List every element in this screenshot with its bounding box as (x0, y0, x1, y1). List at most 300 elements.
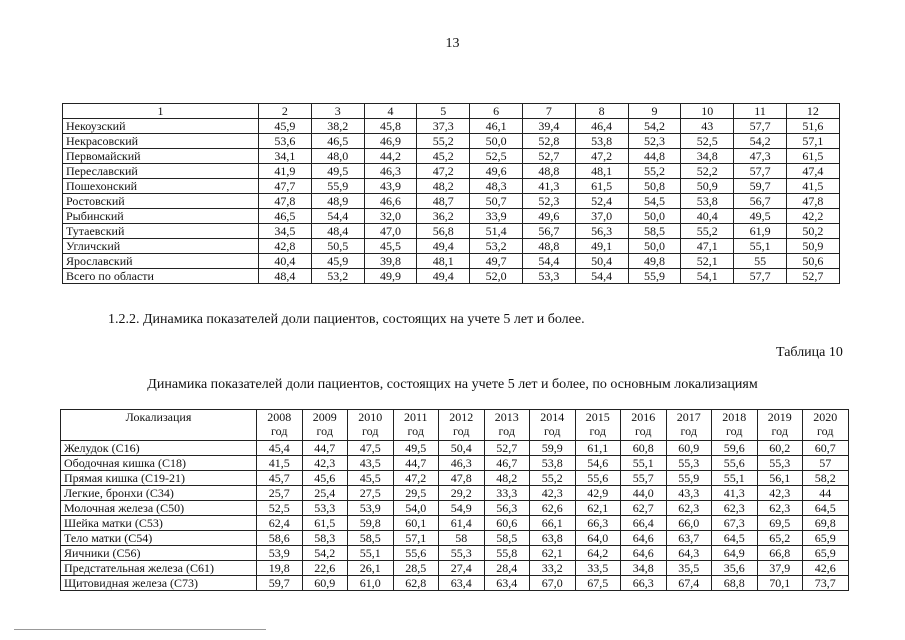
district-name-cell: Некрасовский (63, 134, 259, 149)
value-cell: 48,8 (522, 239, 575, 254)
value-cell: 64,6 (621, 531, 667, 546)
value-cell: 32,0 (364, 209, 417, 224)
value-cell: 27,5 (348, 486, 394, 501)
value-cell: 57 (803, 456, 849, 471)
value-cell: 52,7 (484, 441, 530, 456)
value-cell: 59,9 (530, 441, 576, 456)
table-row (63, 164, 840, 179)
value-cell: 63,4 (484, 576, 530, 591)
value-cell: 50,8 (628, 179, 681, 194)
value-cell: 57,1 (786, 134, 839, 149)
value-cell: 54,1 (681, 269, 734, 284)
value-cell: 44,0 (621, 486, 667, 501)
value-cell: 34,8 (681, 149, 734, 164)
value-cell: 44,7 (393, 456, 439, 471)
value-cell: 48,4 (259, 269, 312, 284)
value-cell: 61,5 (575, 179, 628, 194)
district-name-cell: Некоузский (63, 119, 259, 134)
value-cell: 62,6 (530, 501, 576, 516)
value-cell: 42,9 (575, 486, 621, 501)
value-cell: 61,0 (348, 576, 394, 591)
table-row (63, 194, 840, 209)
year-header-cell (393, 410, 439, 441)
column-number-cell: 1 (63, 104, 259, 119)
year-label: 2009 (312, 410, 337, 424)
year-label: 2019 (767, 410, 792, 424)
value-cell: 46,3 (439, 456, 485, 471)
value-cell: 66,4 (621, 516, 667, 531)
value-cell: 49,8 (628, 254, 681, 269)
value-cell: 45,4 (257, 441, 303, 456)
value-cell: 57,7 (734, 164, 787, 179)
value-cell: 47,7 (259, 179, 312, 194)
value-cell: 53,2 (470, 239, 523, 254)
value-cell: 66,3 (575, 516, 621, 531)
value-cell: 50,0 (628, 209, 681, 224)
table-row (63, 149, 840, 164)
value-cell: 27,4 (439, 561, 485, 576)
value-cell: 45,6 (302, 471, 348, 486)
value-cell: 47,8 (439, 471, 485, 486)
column-number-cell: 3 (311, 104, 364, 119)
value-cell: 49,5 (393, 441, 439, 456)
value-cell: 39,8 (364, 254, 417, 269)
value-cell: 65,2 (757, 531, 803, 546)
value-cell: 56,7 (734, 194, 787, 209)
value-cell: 54,2 (734, 134, 787, 149)
value-cell: 56,3 (575, 224, 628, 239)
value-cell: 64,6 (621, 546, 667, 561)
value-cell: 48,8 (522, 164, 575, 179)
value-cell: 58,2 (803, 471, 849, 486)
year-suffix-label: год (407, 424, 424, 438)
value-cell: 64,0 (575, 531, 621, 546)
value-cell: 66,0 (666, 516, 712, 531)
value-cell: 52,2 (681, 164, 734, 179)
year-header-cell (257, 410, 303, 441)
table-header-row (63, 104, 840, 119)
value-cell: 67,4 (666, 576, 712, 591)
value-cell: 54,9 (439, 501, 485, 516)
value-cell: 60,1 (393, 516, 439, 531)
value-cell: 43,3 (666, 486, 712, 501)
value-cell: 41,3 (522, 179, 575, 194)
value-cell: 47,2 (417, 164, 470, 179)
value-cell: 26,1 (348, 561, 394, 576)
value-cell: 55,3 (757, 456, 803, 471)
value-cell: 29,2 (439, 486, 485, 501)
value-cell: 55,6 (712, 456, 758, 471)
value-cell: 46,4 (575, 119, 628, 134)
value-cell: 48,0 (311, 149, 364, 164)
value-cell: 34,8 (621, 561, 667, 576)
table-row (63, 239, 840, 254)
value-cell: 62,3 (757, 501, 803, 516)
value-cell: 53,6 (259, 134, 312, 149)
value-cell: 49,5 (311, 164, 364, 179)
year-label: 2017 (676, 410, 701, 424)
value-cell: 66,1 (530, 516, 576, 531)
value-cell: 57,7 (734, 269, 787, 284)
column-number-cell: 4 (364, 104, 417, 119)
column-number-cell: 10 (681, 104, 734, 119)
district-name-cell: Рыбинский (63, 209, 259, 224)
value-cell: 58,5 (628, 224, 681, 239)
value-cell: 54,4 (522, 254, 575, 269)
district-name-cell: Переславский (63, 164, 259, 179)
value-cell: 33,9 (470, 209, 523, 224)
value-cell: 57,7 (734, 119, 787, 134)
footer-rule (14, 629, 266, 630)
value-cell: 64,3 (666, 546, 712, 561)
value-cell: 44,7 (302, 441, 348, 456)
year-header-cell (666, 410, 712, 441)
year-label: 2013 (494, 410, 519, 424)
value-cell: 35,5 (666, 561, 712, 576)
localization-name-cell: Предстательная железа (С61) (61, 561, 257, 576)
year-label: 2012 (449, 410, 474, 424)
value-cell: 67,0 (530, 576, 576, 591)
value-cell: 52,5 (470, 149, 523, 164)
table-row (61, 516, 849, 531)
value-cell: 61,5 (302, 516, 348, 531)
value-cell: 56,8 (417, 224, 470, 239)
district-name-cell: Первомайский (63, 149, 259, 164)
value-cell: 25,7 (257, 486, 303, 501)
value-cell: 52,4 (575, 194, 628, 209)
table-row (63, 224, 840, 239)
value-cell: 50,0 (470, 134, 523, 149)
year-suffix-label: год (635, 424, 652, 438)
year-label: 2015 (585, 410, 610, 424)
year-header-cell (621, 410, 667, 441)
value-cell: 54,2 (628, 119, 681, 134)
value-cell: 47,4 (786, 164, 839, 179)
column-number-cell: 5 (417, 104, 470, 119)
value-cell: 33,3 (484, 486, 530, 501)
value-cell: 50,0 (628, 239, 681, 254)
table-row (61, 441, 849, 456)
value-cell: 56,7 (522, 224, 575, 239)
value-cell: 73,7 (803, 576, 849, 591)
year-suffix-label: год (453, 424, 470, 438)
value-cell: 62,7 (621, 501, 667, 516)
district-name-cell: Ярославский (63, 254, 259, 269)
value-cell: 57,1 (393, 531, 439, 546)
value-cell: 47,0 (364, 224, 417, 239)
value-cell: 53,9 (348, 501, 394, 516)
value-cell: 48,9 (311, 194, 364, 209)
value-cell: 51,4 (470, 224, 523, 239)
value-cell: 28,5 (393, 561, 439, 576)
value-cell: 38,2 (311, 119, 364, 134)
value-cell: 46,1 (470, 119, 523, 134)
localization-name-cell: Легкие, бронхи (С34) (61, 486, 257, 501)
value-cell: 69,5 (757, 516, 803, 531)
value-cell: 62,8 (393, 576, 439, 591)
value-cell: 67,5 (575, 576, 621, 591)
value-cell: 44 (803, 486, 849, 501)
column-number-cell: 7 (522, 104, 575, 119)
value-cell: 60,9 (666, 441, 712, 456)
value-cell: 41,5 (786, 179, 839, 194)
value-cell: 60,9 (302, 576, 348, 591)
value-cell: 50,4 (439, 441, 485, 456)
value-cell: 55,1 (712, 471, 758, 486)
value-cell: 55,9 (311, 179, 364, 194)
value-cell: 48,1 (417, 254, 470, 269)
value-cell: 22,6 (302, 561, 348, 576)
value-cell: 53,3 (302, 501, 348, 516)
value-cell: 52,8 (522, 134, 575, 149)
value-cell: 64,5 (712, 531, 758, 546)
value-cell: 69,8 (803, 516, 849, 531)
value-cell: 55,1 (348, 546, 394, 561)
table-row (61, 531, 849, 546)
value-cell: 50,9 (786, 239, 839, 254)
year-header-cell (530, 410, 576, 441)
value-cell: 62,3 (666, 501, 712, 516)
value-cell: 64,5 (803, 501, 849, 516)
district-name-cell: Тутаевский (63, 224, 259, 239)
value-cell: 47,3 (734, 149, 787, 164)
table-label: Таблица 10 (776, 345, 843, 360)
localization-name-cell: Шейка матки (С53) (61, 516, 257, 531)
year-suffix-label: год (271, 424, 288, 438)
section-heading: 1.2.2. Динамика показателей доли пациентов, состоящих на учете 5 лет и более. (108, 312, 585, 327)
value-cell: 42,8 (259, 239, 312, 254)
value-cell: 49,6 (522, 209, 575, 224)
localization-name-cell: Тело матки (С54) (61, 531, 257, 546)
value-cell: 61,5 (786, 149, 839, 164)
localization-name-cell: Прямая кишка (С19-21) (61, 471, 257, 486)
value-cell: 58,6 (257, 531, 303, 546)
column-number-cell: 6 (470, 104, 523, 119)
value-cell: 53,3 (522, 269, 575, 284)
localization-table-body (61, 410, 849, 591)
value-cell: 70,1 (757, 576, 803, 591)
value-cell: 54,4 (311, 209, 364, 224)
value-cell: 61,4 (439, 516, 485, 531)
column-number-cell: 8 (575, 104, 628, 119)
year-label: 2008 (267, 410, 292, 424)
district-name-cell: Пошехонский (63, 179, 259, 194)
value-cell: 62,1 (575, 501, 621, 516)
value-cell: 63,4 (439, 576, 485, 591)
value-cell: 50,7 (470, 194, 523, 209)
value-cell: 47,5 (348, 441, 394, 456)
value-cell: 55,9 (666, 471, 712, 486)
column-number-cell: 11 (734, 104, 787, 119)
value-cell: 47,8 (786, 194, 839, 209)
value-cell: 60,6 (484, 516, 530, 531)
value-cell: 54,0 (393, 501, 439, 516)
value-cell: 29,5 (393, 486, 439, 501)
value-cell: 47,2 (393, 471, 439, 486)
value-cell: 66,8 (757, 546, 803, 561)
regional-table-body (63, 104, 840, 284)
value-cell: 51,6 (786, 119, 839, 134)
value-cell: 53,9 (257, 546, 303, 561)
value-cell: 58,3 (302, 531, 348, 546)
value-cell: 52,7 (522, 149, 575, 164)
value-cell: 41,9 (259, 164, 312, 179)
value-cell: 46,9 (364, 134, 417, 149)
value-cell: 55,3 (666, 456, 712, 471)
value-cell: 52,1 (681, 254, 734, 269)
value-cell: 52,7 (786, 269, 839, 284)
year-header-cell (439, 410, 485, 441)
year-header-cell (348, 410, 394, 441)
value-cell: 54,5 (628, 194, 681, 209)
value-cell: 49,9 (364, 269, 417, 284)
table-caption: Динамика показателей доли пациентов, состоящих на учете 5 лет и более, по основным локализациям (147, 377, 758, 392)
value-cell: 41,5 (257, 456, 303, 471)
value-cell: 65,9 (803, 546, 849, 561)
page-number: 13 (445, 36, 460, 51)
value-cell: 55,2 (628, 164, 681, 179)
year-label: 2016 (631, 410, 656, 424)
year-suffix-label: год (726, 424, 743, 438)
table-header-row (61, 410, 849, 441)
value-cell: 25,4 (302, 486, 348, 501)
value-cell: 36,2 (417, 209, 470, 224)
value-cell: 68,8 (712, 576, 758, 591)
value-cell: 52,5 (681, 134, 734, 149)
column-number-cell: 2 (259, 104, 312, 119)
value-cell: 40,4 (681, 209, 734, 224)
year-header-cell (302, 410, 348, 441)
value-cell: 49,1 (575, 239, 628, 254)
column-number-cell: 9 (628, 104, 681, 119)
column-number-cell: 12 (786, 104, 839, 119)
year-suffix-label: год (362, 424, 379, 438)
value-cell: 55,6 (393, 546, 439, 561)
year-label: 2020 (813, 410, 838, 424)
value-cell: 37,0 (575, 209, 628, 224)
value-cell: 43,5 (348, 456, 394, 471)
value-cell: 43,9 (364, 179, 417, 194)
table-row (61, 576, 849, 591)
value-cell: 53,8 (575, 134, 628, 149)
year-header-cell (757, 410, 803, 441)
value-cell: 59,7 (734, 179, 787, 194)
value-cell: 61,9 (734, 224, 787, 239)
value-cell: 45,5 (348, 471, 394, 486)
year-suffix-label: год (544, 424, 561, 438)
value-cell: 48,7 (417, 194, 470, 209)
year-suffix-label: год (680, 424, 697, 438)
value-cell: 39,4 (522, 119, 575, 134)
value-cell: 55,1 (621, 456, 667, 471)
year-header-cell (484, 410, 530, 441)
value-cell: 47,2 (575, 149, 628, 164)
value-cell: 50,5 (311, 239, 364, 254)
value-cell: 45,9 (311, 254, 364, 269)
value-cell: 56,1 (757, 471, 803, 486)
district-name-cell: Угличский (63, 239, 259, 254)
year-header-cell (575, 410, 621, 441)
value-cell: 48,2 (417, 179, 470, 194)
value-cell: 34,1 (259, 149, 312, 164)
value-cell: 55,7 (621, 471, 667, 486)
value-cell: 58 (439, 531, 485, 546)
value-cell: 45,2 (417, 149, 470, 164)
value-cell: 60,7 (803, 441, 849, 456)
value-cell: 33,2 (530, 561, 576, 576)
value-cell: 37,3 (417, 119, 470, 134)
value-cell: 54,6 (575, 456, 621, 471)
value-cell: 63,7 (666, 531, 712, 546)
value-cell: 55 (734, 254, 787, 269)
value-cell: 37,9 (757, 561, 803, 576)
value-cell: 58,5 (348, 531, 394, 546)
table-row (63, 254, 840, 269)
table-row (61, 471, 849, 486)
localization-name-cell: Щитовидная железа (С73) (61, 576, 257, 591)
year-header-cell (803, 410, 849, 441)
value-cell: 43 (681, 119, 734, 134)
value-cell: 55,1 (734, 239, 787, 254)
value-cell: 63,8 (530, 531, 576, 546)
value-cell: 50,2 (786, 224, 839, 239)
value-cell: 62,1 (530, 546, 576, 561)
value-cell: 54,2 (302, 546, 348, 561)
localization-name-cell: Яичники (С56) (61, 546, 257, 561)
value-cell: 45,9 (259, 119, 312, 134)
value-cell: 44,8 (628, 149, 681, 164)
year-suffix-label: год (498, 424, 515, 438)
value-cell: 52,3 (628, 134, 681, 149)
value-cell: 53,8 (681, 194, 734, 209)
year-suffix-label: год (316, 424, 333, 438)
value-cell: 52,3 (522, 194, 575, 209)
value-cell: 55,6 (575, 471, 621, 486)
value-cell: 58,5 (484, 531, 530, 546)
value-cell: 52,0 (470, 269, 523, 284)
localization-name-cell: Желудок (С16) (61, 441, 257, 456)
table-row (61, 546, 849, 561)
value-cell: 46,7 (484, 456, 530, 471)
value-cell: 64,9 (712, 546, 758, 561)
value-cell: 48,4 (311, 224, 364, 239)
value-cell: 42,2 (786, 209, 839, 224)
value-cell: 55,2 (681, 224, 734, 239)
value-cell: 59,8 (348, 516, 394, 531)
localization-name-cell: Ободочная кишка (С18) (61, 456, 257, 471)
table-row (61, 501, 849, 516)
table-row (61, 486, 849, 501)
value-cell: 65,9 (803, 531, 849, 546)
value-cell: 42,6 (803, 561, 849, 576)
value-cell: 49,4 (417, 239, 470, 254)
value-cell: 60,2 (757, 441, 803, 456)
table-row (63, 119, 840, 134)
value-cell: 47,1 (681, 239, 734, 254)
value-cell: 40,4 (259, 254, 312, 269)
value-cell: 44,2 (364, 149, 417, 164)
year-label: 2011 (403, 410, 428, 424)
value-cell: 50,4 (575, 254, 628, 269)
value-cell: 55,8 (484, 546, 530, 561)
value-cell: 46,5 (311, 134, 364, 149)
value-cell: 66,3 (621, 576, 667, 591)
value-cell: 48,2 (484, 471, 530, 486)
year-label: 2010 (358, 410, 383, 424)
value-cell: 61,1 (575, 441, 621, 456)
localization-table (60, 409, 849, 591)
district-name-cell: Ростовский (63, 194, 259, 209)
